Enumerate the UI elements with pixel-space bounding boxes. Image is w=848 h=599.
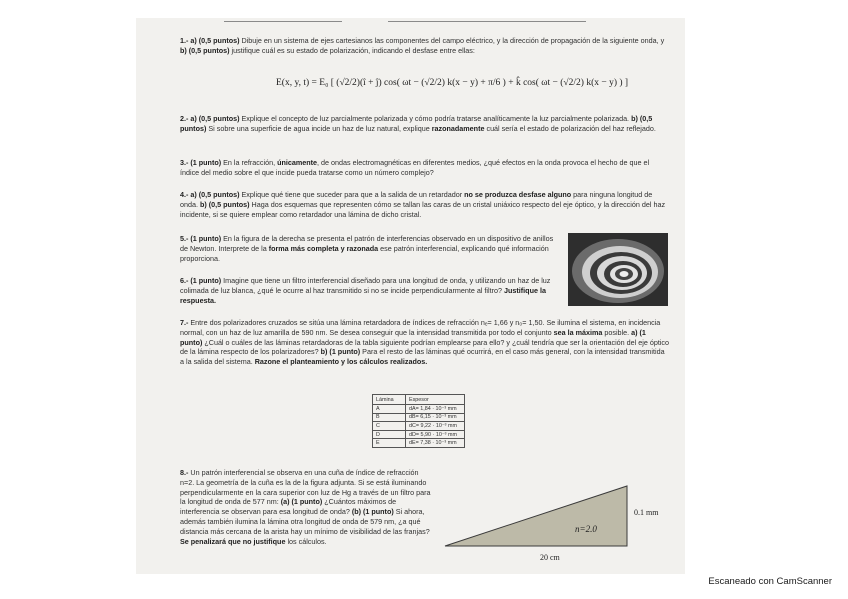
exam-page [136,18,685,574]
question-1: 1.- a) (0,5 puntos) Dibuje en un sistema de ejes cartesianos las componentes del campo eléctrico, y la dirección de propagación de la siguiente onda, y b) (0,5 puntos) justifique cuál es su estado de polarización, indicando el desfase entre ellas: [180,36,665,55]
scanner-watermark: Escaneado con CamScanner [708,576,832,587]
header-rule [388,18,586,22]
table-cell: dC= 9,22 · 10⁻³ mm [406,422,465,431]
table-cell: dE= 7,38 · 10⁻³ mm [406,439,465,448]
question-5: 5.- (1 punto) En la figura de la derecha se presenta el patrón de interferencias observado en un dispositivo de anillos de Newton. Interprete de la forma más completa y razonada ese patrón interferencial, explicando qué información proporciona. [180,234,554,263]
length-label: 20 cm [540,553,560,562]
refractive-index-label: n=2.0 [575,524,597,534]
table-cell: dB= 6,15 · 10⁻³ mm [406,413,465,422]
wedge-figure [441,478,671,566]
question-6: 6.- (1 punto) Imagine que tiene un filtro interferencial diseñado para una longitud de onda, y utilizando un haz de luz colimada de luz blanca, ¿qué le ocurre al haz transmitido si no se incide perpendicularmente al filtro? Justifique la respuesta. [180,276,551,305]
table-cell: dA= 1,84 · 10⁻³ mm [406,405,465,414]
wave-formula: E(x, y, t) = E₀ [ (√2/2)(î + ĵ) cos( ωt − (√2/2) k(x − y) + π/6 ) + k̂ cos( ωt − (√2/2) k(x − y) ) ] [276,78,629,88]
table-cell: E [373,439,406,448]
table-cell: A [373,405,406,414]
retarder-table [372,394,465,448]
thickness-label: 0.1 mm [634,508,659,517]
wedge-shape [445,486,627,546]
question-2: 2.- a) (0,5 puntos) Explique el concepto de luz parcialmente polarizada y cómo podría tratarse analíticamente la luz parcialmente polarizada. b) (0,5 puntos) Si sobre una superficie de agua incide un haz de luz natural, explique razonadamente cuál sería el estado de polarización del haz reflejado. [180,114,656,133]
table-row [373,422,465,431]
table-row [373,430,465,439]
question-number: 1.- [180,36,189,45]
table-cell: D [373,430,406,439]
table-cell: dD= 5,90 · 10⁻³ mm [406,430,465,439]
table-header: Espesor [406,395,465,405]
question-4: 4.- a) (0,5 puntos) Explique qué tiene que suceder para que a la salida de un retardador no se produzca desfase alguno para ninguna longitud de onda. b) (0,5 puntos) Haga dos esquemas que representen cómo se tallan las caras de un cristal uniáxico respecto del eje óptico, y la dirección del haz incidente, si se quiere emplear como retardador una lámina de dicho cristal. [180,190,666,219]
table-cell: C [373,422,406,431]
question-7: 7.- Entre dos polarizadores cruzados se sitúa una lámina retardadora de índices de refracción nₑ= 1,66 y n₀= 1,50. Se ilumina el sistema, en incidencia normal, con un haz de luz amarilla de 590 nm. Se desea conseguir que la intensidad transmitida por todo el conjunto sea la máxima posible. a) (1 punto) ¿Cuál o cuáles de las láminas retardadoras de la tabla siguiente podrían emplearse para ello? y ¿cuál tendría que ser la orientación del eje óptico de la lámina respecto de los polarizadores? b) (1 punto) Para el resto de las láminas qué ocurrirá, en el caso más general, con la intensidad transmitida a la salida del sistema. Razone el planteamiento y los cálculos realizados. [180,318,670,367]
newton-rings-image [568,233,668,306]
table-cell: B [373,413,406,422]
header-rule [224,18,342,22]
table-header-row [373,395,465,405]
table-row [373,405,465,414]
table-row [373,439,465,448]
table-header: Lámina [373,395,406,405]
table-row [373,413,465,422]
question-3: 3.- (1 punto) En la refracción, únicamente, de ondas electromagnéticas en diferentes medios, ¿qué efectos en la onda provoca el hecho de que el índice del medio sobre el que incide pueda tratarse como un número complejo? [180,158,650,177]
question-8: 8.- Un patrón interferencial se observa en una cuña de índice de refracción n=2. La geometría de la cuña es la de la figura adjunta. Si se está iluminando perpendicularmente en la cara superior con luz de Hg a través de un filtro para la longitud de onda de 577 nm: (a) (1 punto) ¿Cuántos máximos de interferencia se observan para esa longitud de onda? (b) (1 punto) Si ahora, además también ilumina la lámina otra longitud de onda de 579 nm, ¿a qué distancia más cercana de la arista hay un mínimo de visibilidad de las franjas? Se penalizará que no justifique los cálculos. [180,468,431,546]
